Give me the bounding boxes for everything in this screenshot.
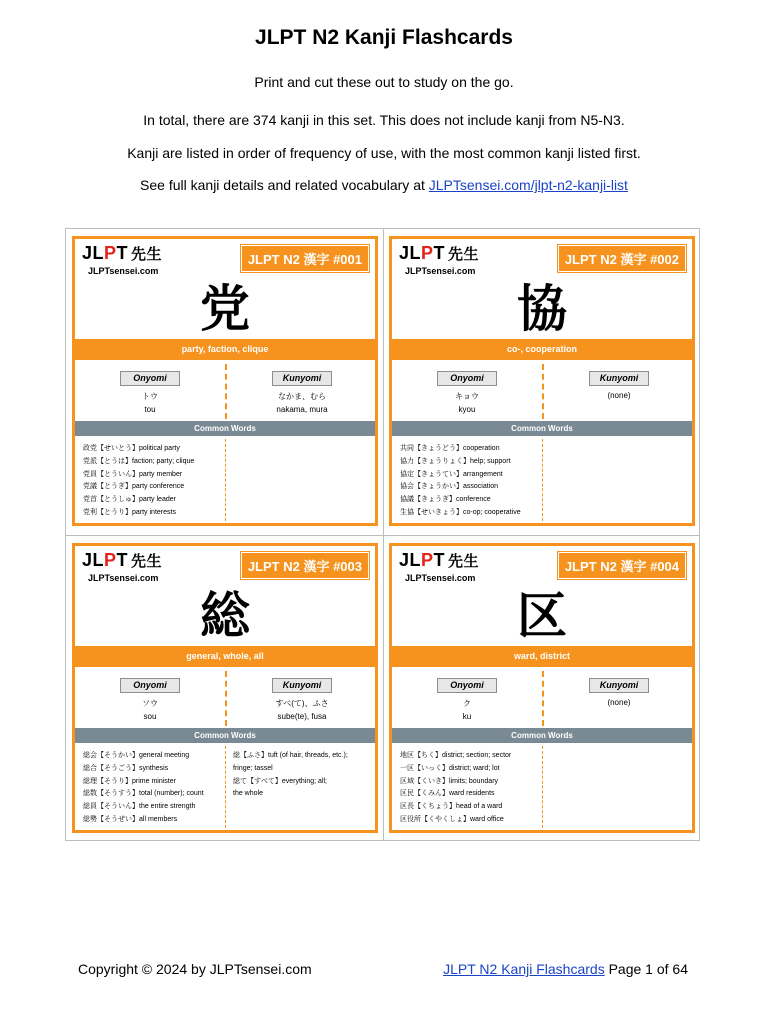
common-word: 地区【ちく】district; section; sector: [400, 752, 512, 759]
common-word: 総理【そうり】prime minister: [83, 777, 176, 785]
logo-site: JLPTsensei.com: [88, 266, 159, 276]
common-word: 区民【くみん】ward residents: [400, 790, 495, 798]
onyomi-romaji: sou: [143, 712, 157, 721]
common-word: fringe; tassel: [233, 764, 273, 772]
kunyomi-section: [227, 675, 377, 721]
kanji-number-badge: JLPT N2 漢字 #004: [558, 552, 686, 579]
kanji-character: 区: [517, 588, 567, 644]
common-word: 協議【きょうぎ】conference: [400, 496, 491, 504]
intro-line: In total, there are 374 kanji in this set. This does not include kanji from N5-N3.: [143, 112, 625, 128]
common-word: 協力【きょうりょく】help; support: [400, 457, 511, 465]
kunyomi-kana: (none): [607, 391, 631, 400]
kanji-character: 総: [200, 588, 250, 644]
logo-site: JLPTsensei.com: [405, 266, 476, 276]
kanji-character: 協: [517, 281, 567, 337]
common-word: 協会【きょうかい】association: [400, 483, 499, 491]
kanji-character: 党: [200, 281, 250, 337]
flashcards-link[interactable]: JLPT N2 Kanji Flashcards: [443, 961, 605, 977]
copyright: Copyright © 2024 by JLPTsensei.com: [78, 961, 312, 977]
common-word: the whole: [233, 790, 263, 798]
kunyomi-romaji: nakama, mura: [276, 405, 328, 414]
common-word: 総員【そういん】the entire strength: [83, 803, 196, 811]
common-word: 総て【すべて】everything; all;: [233, 777, 327, 785]
flashcard: [72, 543, 378, 833]
kanji-meaning: general, whole, all: [75, 646, 375, 667]
common-word: 共同【きょうどう】cooperation: [400, 445, 500, 452]
onyomi-romaji: tou: [144, 405, 156, 414]
onyomi-section: [75, 368, 225, 414]
kunyomi-label: Kunyomi: [589, 371, 649, 386]
kunyomi-kana: すべ(て)、ふさ: [275, 699, 329, 708]
jlptsensei-logo: [399, 243, 479, 276]
flashcard: [389, 236, 695, 526]
kunyomi-label: Kunyomi: [272, 371, 332, 386]
common-words-header: Common Words: [392, 421, 692, 436]
kanji-number-badge: JLPT N2 漢字 #003: [241, 552, 369, 579]
page-title: JLPT N2 Kanji Flashcards: [255, 26, 513, 49]
kunyomi-label: Kunyomi: [272, 678, 332, 693]
jlptsensei-logo: [82, 243, 162, 276]
cut-line: [66, 535, 699, 536]
jlptsensei-logo: [399, 550, 479, 583]
common-words-left: [400, 443, 540, 520]
common-words-header: Common Words: [392, 728, 692, 743]
onyomi-kana: ソウ: [142, 699, 158, 708]
common-word: 総合【そうごう】synthesis: [83, 764, 169, 772]
common-word: 区域【くいき】limits; boundary: [400, 777, 499, 785]
logo-wordmark: JLPT 先生: [399, 550, 480, 570]
common-word: 総【ふさ】tuft (of hair, threads, etc.);: [233, 752, 348, 759]
common-word: 一区【いっく】district; ward; lot: [400, 764, 500, 772]
kanji-list-link[interactable]: JLPTsensei.com/jlpt-n2-kanji-list: [428, 177, 628, 193]
flashcard: [72, 236, 378, 526]
common-word: 党議【とうぎ】party conference: [83, 483, 185, 491]
logo-site: JLPTsensei.com: [88, 573, 159, 583]
common-words-divider: [225, 746, 226, 828]
kunyomi-label: Kunyomi: [589, 678, 649, 693]
logo-wordmark: JLPT 先生: [82, 243, 163, 263]
common-words-header: Common Words: [75, 728, 375, 743]
common-words-divider: [225, 439, 226, 521]
intro-line: Kanji are listed in order of frequency of use, with the most common kanji listed first.: [127, 145, 641, 161]
common-word: 党派【とうは】faction; party; clique: [83, 457, 195, 465]
onyomi-label: Onyomi: [120, 678, 180, 693]
kanji-number-badge: JLPT N2 漢字 #002: [558, 245, 686, 272]
details-line: [0, 177, 768, 193]
common-words-left: [400, 750, 540, 827]
kunyomi-kana: (none): [607, 698, 631, 707]
common-word: 総勢【そうぜい】all members: [83, 815, 178, 823]
kanji-meaning: co-, cooperation: [392, 339, 692, 360]
onyomi-romaji: ku: [462, 712, 472, 721]
footer-right: [443, 961, 688, 977]
onyomi-section: [392, 368, 542, 414]
common-words-divider: [542, 439, 543, 521]
onyomi-label: Onyomi: [437, 371, 497, 386]
onyomi-section: [75, 675, 225, 721]
kunyomi-section: [544, 675, 694, 712]
onyomi-romaji: kyou: [458, 405, 476, 414]
jlptsensei-logo: [82, 550, 162, 583]
common-word: 党利【とうり】party interests: [83, 508, 176, 516]
kanji-meaning: ward, district: [392, 646, 692, 667]
logo-wordmark: JLPT 先生: [399, 243, 480, 263]
common-words-header: Common Words: [75, 421, 375, 436]
page-number: Page 1 of 64: [608, 961, 688, 977]
common-word: 政党【せいとう】political party: [83, 445, 180, 452]
common-word: 総数【そうすう】total (number); count: [83, 790, 204, 798]
kunyomi-romaji: sube(te), fusa: [277, 712, 327, 721]
common-words-right: [233, 750, 373, 801]
kanji-meaning: party, faction, clique: [75, 339, 375, 360]
onyomi-label: Onyomi: [120, 371, 180, 386]
onyomi-section: [392, 675, 542, 721]
common-words-left: [83, 750, 223, 827]
kunyomi-kana: なかま、むら: [278, 392, 326, 401]
kanji-number-badge: JLPT N2 漢字 #001: [241, 245, 369, 272]
kunyomi-section: [227, 368, 377, 414]
onyomi-kana: キョウ: [455, 392, 479, 401]
common-words-divider: [542, 746, 543, 828]
common-words-left: [83, 443, 223, 520]
common-word: 協定【きょうてい】arrangement: [400, 470, 503, 478]
common-word: 生協【せいきょう】co-op; cooperative: [400, 508, 521, 516]
common-word: 区役所【くやくしょ】ward office: [400, 815, 504, 823]
common-word: 党首【とうしゅ】party leader: [83, 496, 176, 504]
onyomi-label: Onyomi: [437, 678, 497, 693]
onyomi-kana: ク: [463, 699, 471, 708]
common-word: 党員【とういん】party member: [83, 470, 183, 478]
logo-wordmark: JLPT 先生: [82, 550, 163, 570]
flashcard: [389, 543, 695, 833]
kunyomi-section: [544, 368, 694, 405]
common-word: 区長【くちょう】head of a ward: [400, 803, 503, 811]
common-word: 総会【そうかい】general meeting: [83, 752, 190, 759]
onyomi-kana: トウ: [142, 392, 158, 401]
logo-site: JLPTsensei.com: [405, 573, 476, 583]
intro-line: Print and cut these out to study on the go.: [254, 74, 514, 90]
details-text: See full kanji details and related vocabulary at: [140, 177, 429, 193]
